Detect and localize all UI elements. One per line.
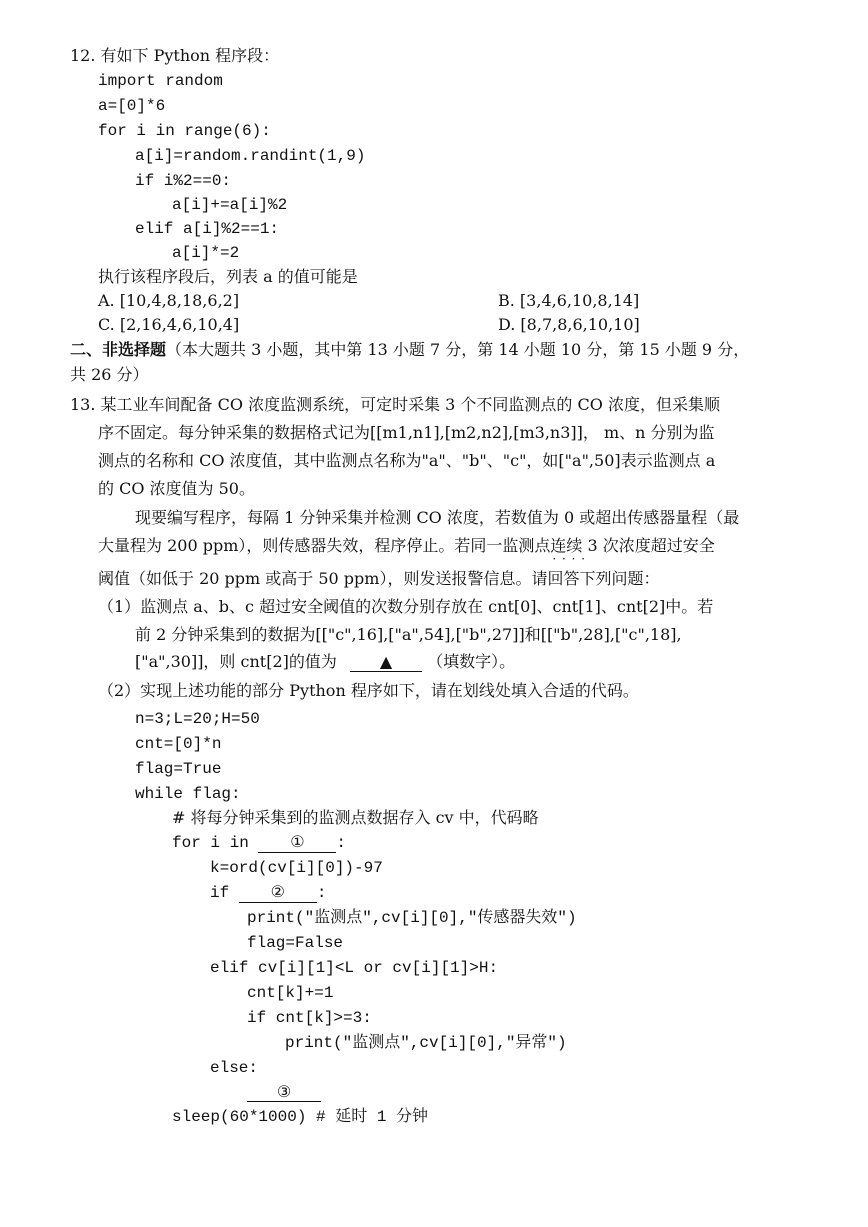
code-line: a[i]=random.randint(1,9) (135, 147, 366, 165)
q13-text: 现要编写程序，每隔 1 分钟采集并检测 CO 浓度，若数值为 0 或超出传感器量程（最 (135, 508, 740, 527)
code-comment: # 将每分钟采集到的监测点数据存入 cv 中，代码略 (172, 808, 539, 827)
option-a: A. [10,4,8,18,6,2] (98, 291, 240, 310)
sub1-text: 前 2 分钟采集到的数据为[["c",16],["a",54],["b",27]]和[["b",28],["c",18], (135, 625, 682, 644)
q13-text: 浓度超过安全 (618, 536, 715, 555)
sub1-answer-line (135, 652, 515, 672)
section2-heading-line (70, 340, 749, 360)
code-text: if (210, 884, 239, 902)
code-line: n=3;L=20;H=50 (135, 710, 260, 728)
q12-prompt: 执行该程序段后，列表 a 的值可能是 (98, 267, 358, 286)
q13-text: 的 CO 浓度值为 50。 (98, 479, 255, 498)
code-line: print("监测点",cv[i][0],"传感器失效") (247, 909, 577, 927)
emphasis-text: 连续 3 次 · · · · (550, 536, 618, 556)
q13-text: 测点的名称和 CO 浓度值，其中监测点名称为"a"、"b"、"c"，如["a",50]表示监测点 a (98, 451, 716, 470)
code-line: a[i]+=a[i]%2 (172, 196, 288, 214)
code-line-blank1 (172, 833, 346, 853)
q12-title: 12. 有如下 Python 程序段： (70, 46, 280, 65)
answer-blank[interactable]: ▲ (350, 653, 422, 672)
code-line: elif cv[i][1]<L or cv[i][1]>H: (210, 959, 499, 977)
answer-blank-2[interactable]: ② (239, 884, 317, 903)
code-line: a=[0]*6 (98, 97, 166, 115)
sub1-text: ["a",30]]，则 cnt[2]的值为 (135, 652, 337, 671)
code-line-blank2 (210, 883, 326, 903)
q13-text: 阈值（如低于 20 ppm 或高于 50 ppm），则发送报警信息。请回答下列问题： (98, 569, 660, 588)
q13-text: 大量程为 200 ppm），则传感器失效，程序停止。若同一监测点 (98, 536, 551, 555)
code-line: flag=False (247, 934, 344, 952)
code-line: while flag: (135, 785, 241, 803)
code-line: flag=True (135, 760, 222, 778)
sub1-tail: （填数字）。 (427, 652, 516, 671)
code-text: for i in (172, 834, 259, 852)
sub1-text: （1）监测点 a、b、c 超过安全阈值的次数分别存放在 cnt[0]、cnt[1]、cnt[2]中。若 (98, 597, 714, 616)
code-line: import random (98, 72, 223, 90)
section2-note: （本大题共 3 小题，其中第 13 小题 7 分，第 14 小题 10 分，第 15 小题 9 分， (166, 340, 750, 359)
q13-text-emph-line (98, 536, 715, 556)
code-line-blank3 (247, 1082, 321, 1102)
code-line: else: (210, 1059, 259, 1077)
sub2-intro: （2）实现上述功能的部分 Python 程序如下，请在划线处填入合适的代码。 (98, 681, 639, 700)
code-line: elif a[i]%2==1: (135, 220, 280, 238)
option-d: D. [8,7,8,6,10,10] (498, 315, 640, 334)
code-line: cnt=[0]*n (135, 735, 222, 753)
code-line: sleep(60*1000) # 延时 1 分钟 (172, 1108, 429, 1126)
answer-blank-3[interactable]: ③ (247, 1083, 321, 1102)
code-line: if i%2==0: (135, 172, 232, 190)
option-c: C. [2,16,4,6,10,4] (98, 315, 240, 334)
code-text: : (316, 884, 327, 902)
code-line: for i in range(6): (98, 122, 271, 140)
code-line: a[i]*=2 (172, 244, 240, 262)
q13-text: 13. 某工业车间配备 CO 浓度监测系统，可定时采集 3 个不同监测点的 CO 浓度，但采集顺 (70, 395, 720, 414)
code-text: : (336, 834, 347, 852)
q13-text: 序不固定。每分钟采集的数据格式记为[[m1,n1],[m2,n2],[m3,n3]]， m、n 分别为监 (98, 423, 715, 442)
answer-blank-1[interactable]: ① (258, 834, 336, 853)
option-b: B. [3,4,6,10,8,14] (498, 291, 640, 310)
code-line: cnt[k]+=1 (247, 984, 334, 1002)
code-line: if cnt[k]>=3: (247, 1009, 372, 1027)
section2-heading: 二、非选择题 (70, 340, 167, 359)
code-line: print("监测点",cv[i][0],"异常") (285, 1034, 567, 1052)
section2-note-cont: 共 26 分） (70, 365, 149, 384)
code-line: k=ord(cv[i][0])-97 (210, 859, 383, 877)
